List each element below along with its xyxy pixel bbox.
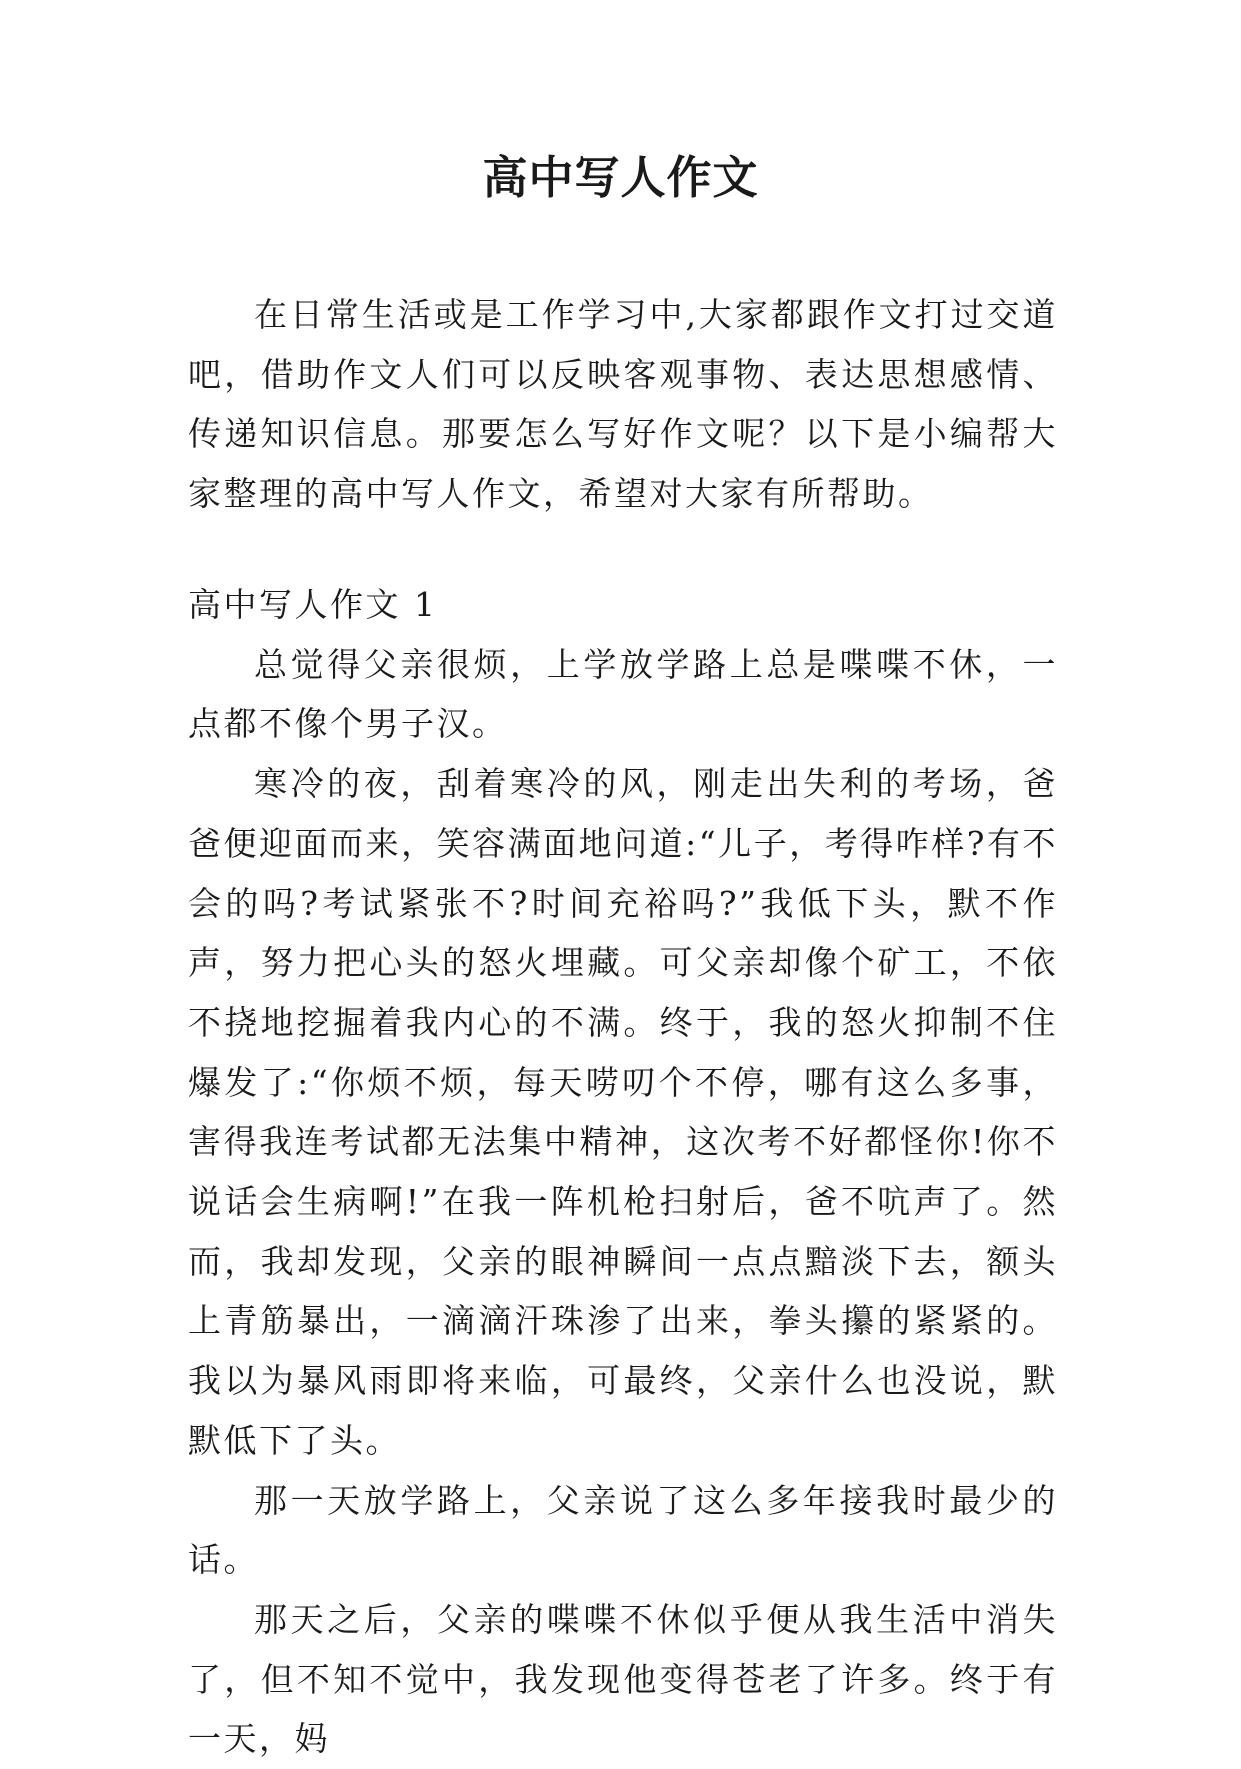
intro-block <box>188 285 1058 524</box>
essay-paragraph-2: 寒冷的夜，刮着寒冷的风，刚走出失利的考场，爸爸便迎面而来，笑容满面地问道:“儿子，考得咋样?有不会的吗?考试紧张不?时间充裕吗?”我低下头，默不作声，努力把心头的怒火埋藏。可父亲却像个矿工，不依不挠地挖掘着我内心的不满。终于，我的怒火抑制不住爆发了:“你烦不烦，每天唠叨个不停，哪有这么多事，害得我连考试都无法集中精神，这次考不好都怪你!你不说话会生病啊!”在我一阵机枪扫射后，爸不吭声了。然而，我却发现，父亲的眼神瞬间一点点黯淡下去，额头上青筋暴出，一滴滴汗珠渗了出来，拳头攥的紧紧的。我以为暴风雨即将来临，可最终，父亲什么也没说，默默低下了头。 <box>188 764 1058 1460</box>
section-heading: 高中写人作文 1 <box>188 585 438 624</box>
essay-section <box>188 575 1058 1769</box>
essay-paragraph-1: 总觉得父亲很烦，上学放学路上总是喋喋不休，一点都不像个男子汉。 <box>188 644 1058 744</box>
essay-paragraph-3: 那一天放学路上，父亲说了这么多年接我时最少的话。 <box>188 1480 1058 1580</box>
essay-paragraph-4: 那天之后，父亲的喋喋不休似乎便从我生活中消失了，但不知不觉中，我发现他变得苍老了许多。终于有一天，妈 <box>188 1599 1058 1759</box>
intro-paragraph: 在日常生活或是工作学习中,大家都跟作文打过交道吧，借助作文人们可以反映客观事物、表达思想感情、传递知识信息。那要怎么写好作文呢？以下是小编帮大家整理的高中写人作文，希望对大家有所帮助。 <box>188 295 1058 514</box>
document-title: 高中写人作文 <box>482 151 759 204</box>
